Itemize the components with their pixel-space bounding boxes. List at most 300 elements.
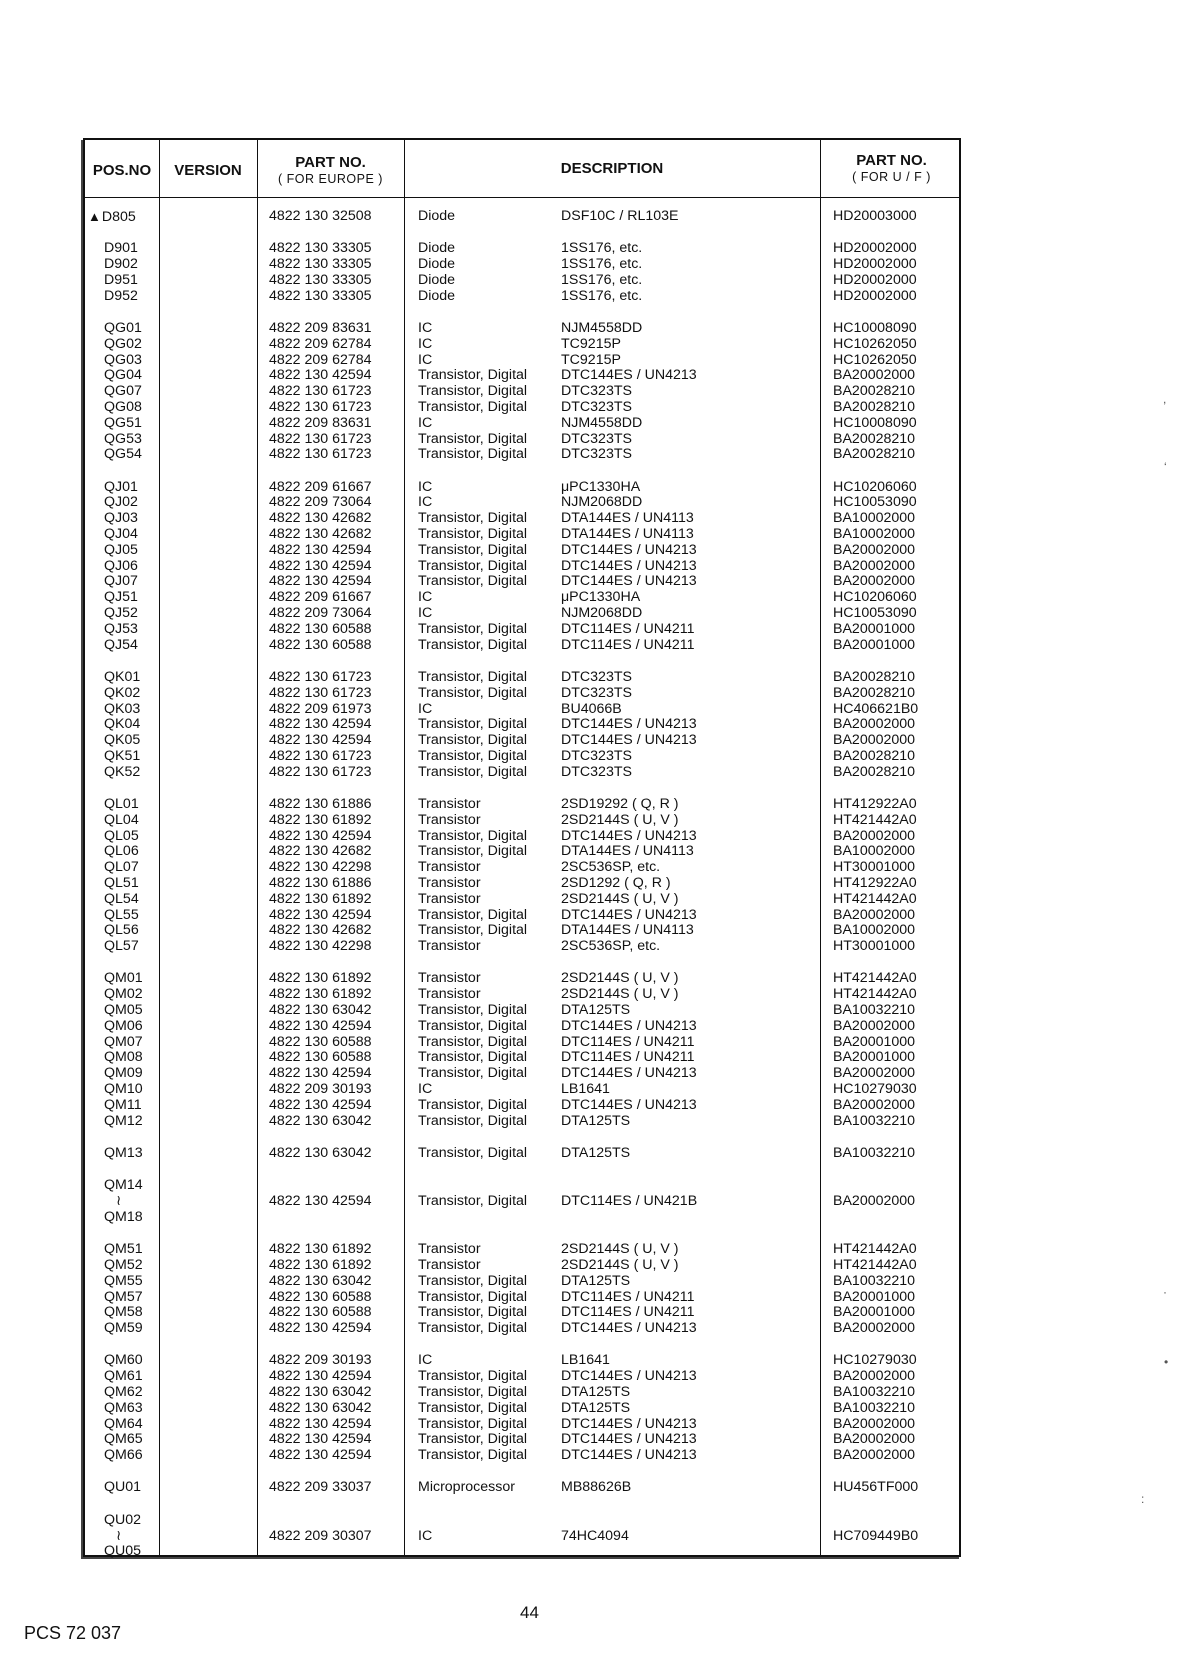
- table-row: [85, 321, 959, 337]
- table-row: [85, 844, 959, 860]
- table-row: [85, 733, 959, 749]
- pos-no-cell: QM64: [104, 1415, 143, 1432]
- table-row: [85, 384, 959, 400]
- part-no-uf-cell: BA20002000: [833, 827, 916, 844]
- pos-no-cell: QM02: [104, 986, 143, 1003]
- description-part-cell: 2SD19292 ( Q, R ): [561, 796, 679, 812]
- part-no-europe-cell: 4822 130 60588: [269, 1288, 372, 1305]
- pos-no-cell: QG01: [104, 319, 142, 336]
- table-row: [85, 702, 959, 718]
- pos-no-cell: ≀: [116, 1527, 122, 1544]
- description-type-cell: Transistor, Digital: [418, 557, 528, 574]
- table-row: [85, 1401, 959, 1417]
- pos-no-cell: QM63: [104, 1399, 143, 1416]
- pos-no-cell: QJ07: [104, 573, 138, 590]
- part-no-europe-cell: 4822 130 33305: [269, 240, 372, 257]
- pos-no-cell: QM05: [104, 1002, 143, 1019]
- table-row: [85, 480, 959, 496]
- header-part-no-europe-label: PART NO.: [295, 154, 366, 171]
- description-part-cell: DTA144ES / UN4113: [561, 843, 694, 860]
- description-part-cell: DTC144ES / UN4213: [561, 557, 697, 574]
- part-no-uf-cell: BA20001000: [833, 1049, 916, 1066]
- pos-no-cell: QG03: [104, 351, 142, 368]
- part-no-europe-cell: 4822 209 30193: [269, 1352, 372, 1369]
- description-part-cell: LB1641: [561, 1352, 610, 1369]
- description-type-cell: Transistor, Digital: [418, 922, 528, 939]
- description-part-cell: 2SD2144S ( U, V ): [561, 890, 679, 907]
- pos-no-cell: QG51: [104, 414, 142, 431]
- pos-no-cell: QG07: [104, 383, 142, 400]
- description-type-cell: Transistor: [418, 938, 481, 955]
- pos-no-cell: QU05: [104, 1543, 142, 1560]
- description-part-cell: NJM4558DD: [561, 319, 643, 336]
- table-row: [85, 1035, 959, 1051]
- description-part-cell: DTC144ES / UN4213: [561, 541, 697, 558]
- part-no-europe-cell: 4822 209 61667: [269, 478, 372, 495]
- description-type-cell: IC: [418, 589, 433, 606]
- part-no-europe-cell: 4822 130 61723: [269, 763, 372, 780]
- pos-no-cell: QK05: [104, 732, 141, 749]
- part-no-europe-cell: 4822 130 33305: [269, 256, 372, 273]
- table-row: [85, 1385, 959, 1401]
- description-type-cell: Transistor, Digital: [418, 763, 528, 780]
- part-no-uf-cell: BA10002000: [833, 922, 916, 939]
- table-row: [85, 368, 959, 384]
- table-row: [85, 432, 959, 448]
- part-no-uf-cell: HC10279030: [833, 1352, 917, 1369]
- description-part-cell: DTC144ES / UN4213: [561, 1065, 697, 1082]
- part-no-uf-cell: HT421442A0: [833, 811, 917, 828]
- part-group: [85, 1146, 959, 1162]
- description-part-cell: 1SS176, etc.: [561, 240, 643, 257]
- model-number: PCS 72 037: [24, 1623, 122, 1643]
- table-row: [85, 987, 959, 1003]
- part-no-europe-cell: 4822 130 42594: [269, 367, 372, 384]
- pos-no-text: D805: [101, 209, 136, 225]
- part-no-europe-cell: 4822 130 61892: [269, 1256, 372, 1273]
- description-part-cell: 2SD2144S ( U, V ): [561, 811, 679, 828]
- part-no-europe-cell: 4822 130 63042: [269, 1144, 372, 1161]
- part-no-europe-cell: 4822 130 42298: [269, 938, 372, 955]
- part-group: [85, 480, 959, 654]
- table-row: [85, 1529, 959, 1545]
- description-part-cell: DTC114ES / UN421B: [561, 1193, 698, 1210]
- table-row: [85, 1432, 959, 1448]
- part-no-uf-cell: HC10053090: [833, 605, 917, 622]
- part-no-uf-cell: HC709449B0: [833, 1527, 919, 1544]
- description-type-cell: Transistor, Digital: [418, 446, 528, 463]
- part-no-europe-cell: 4822 209 83631: [269, 414, 372, 431]
- part-no-uf-cell: BA20002000: [833, 367, 916, 384]
- pos-no-cell: QJ04: [104, 526, 138, 543]
- table-row: [85, 1544, 959, 1560]
- description-part-cell: DTC323TS: [561, 383, 632, 400]
- description-part-cell: NJM4558DD: [561, 414, 643, 431]
- table-row: [85, 797, 959, 813]
- pos-no-cell: D901: [104, 240, 138, 257]
- part-no-europe-cell: 4822 209 62784: [269, 351, 372, 368]
- description-type-cell: Microprocessor: [418, 1479, 515, 1496]
- pos-no-cell: QM09: [104, 1065, 143, 1082]
- part-no-europe-cell: 4822 130 42594: [269, 1431, 372, 1448]
- part-no-europe-cell: 4822 130 42594: [269, 827, 372, 844]
- pos-no-cell: QJ53: [104, 620, 138, 637]
- part-no-uf-cell: HT421442A0: [833, 890, 917, 907]
- pos-no-cell: D902: [104, 256, 138, 273]
- table-row: [85, 670, 959, 686]
- part-no-europe-cell: 4822 130 61723: [269, 684, 372, 701]
- part-no-uf-cell: HD20003000: [833, 208, 917, 224]
- part-no-uf-cell: BA10032210: [833, 1112, 916, 1129]
- part-no-uf-cell: BA20002000: [833, 716, 916, 733]
- part-no-uf-cell: HU456TF000: [833, 1479, 919, 1496]
- pos-no-cell: QL05: [104, 827, 139, 844]
- header-part-no-europe: [257, 154, 404, 186]
- pos-no-cell: QM14: [104, 1177, 143, 1194]
- parts-list: [85, 209, 959, 1577]
- description-part-cell: DTC114ES / UN4211: [561, 1288, 695, 1305]
- description-type-cell: Transistor, Digital: [418, 747, 528, 764]
- part-no-europe-cell: 4822 209 73064: [269, 494, 372, 511]
- part-no-uf-cell: BA20028210: [833, 383, 916, 400]
- part-no-europe-cell: 4822 209 62784: [269, 335, 372, 352]
- description-type-cell: Transistor, Digital: [418, 620, 528, 637]
- part-no-europe-cell: 4822 130 33305: [269, 287, 372, 304]
- table-row: [85, 749, 959, 765]
- description-type-cell: Transistor, Digital: [418, 1065, 528, 1082]
- part-group: [85, 1353, 959, 1464]
- description-part-cell: 1SS176, etc.: [561, 256, 643, 273]
- description-part-cell: NJM2068DD: [561, 605, 643, 622]
- description-type-cell: Transistor, Digital: [418, 541, 528, 558]
- description-type-cell: Transistor: [418, 859, 481, 876]
- part-no-europe-cell: 4822 130 61892: [269, 986, 372, 1003]
- pos-no-cell: QU01: [104, 1479, 142, 1496]
- table-row: [85, 860, 959, 876]
- part-no-europe-cell: 4822 130 60588: [269, 620, 372, 637]
- table-row: [85, 1290, 959, 1306]
- pos-no-cell: QM60: [104, 1352, 143, 1369]
- description-part-cell: 2SD2144S ( U, V ): [561, 986, 679, 1003]
- part-no-europe-cell: 4822 130 60588: [269, 636, 372, 653]
- description-part-cell: DTC323TS: [561, 763, 632, 780]
- part-no-uf-cell: BA20001000: [833, 1288, 916, 1305]
- part-no-europe-cell: 4822 130 42594: [269, 1096, 372, 1113]
- description-part-cell: μPC1330HA: [561, 589, 641, 606]
- part-no-europe-cell: 4822 130 42682: [269, 526, 372, 543]
- description-type-cell: Transistor, Digital: [418, 827, 528, 844]
- description-type-cell: Transistor: [418, 890, 481, 907]
- pos-no-cell: QM61: [104, 1368, 143, 1385]
- description-part-cell: DTA144ES / UN4113: [561, 510, 694, 527]
- description-type-cell: Diode: [418, 240, 456, 257]
- warning-triangle-icon: ▲: [88, 209, 101, 224]
- description-part-cell: 1SS176, etc.: [561, 287, 643, 304]
- description-type-cell: Transistor, Digital: [418, 1112, 528, 1129]
- part-group: [85, 241, 959, 304]
- part-no-europe-cell: 4822 130 61723: [269, 398, 372, 415]
- description-part-cell: DTC114ES / UN4211: [561, 1049, 695, 1066]
- table-row: [85, 939, 959, 955]
- part-no-uf-cell: HD20002000: [833, 240, 917, 257]
- header-description: DESCRIPTION: [560, 160, 664, 177]
- pos-no-cell: QK52: [104, 763, 141, 780]
- scan-mark: :: [1141, 1492, 1145, 1506]
- pos-no-cell: QM62: [104, 1384, 143, 1400]
- part-group: [85, 209, 959, 225]
- part-no-uf-cell: BA20001000: [833, 636, 916, 653]
- part-no-uf-cell: BA20002000: [833, 732, 916, 749]
- part-no-uf-cell: HC10008090: [833, 319, 917, 336]
- part-no-europe-cell: 4822 130 42594: [269, 541, 372, 558]
- table-row: [85, 590, 959, 606]
- pos-no-cell: QM11: [104, 1096, 142, 1113]
- pos-no-cell: QK04: [104, 716, 141, 733]
- part-no-uf-cell: HC10206060: [833, 589, 917, 606]
- part-no-uf-cell: BA10032210: [833, 1384, 916, 1400]
- part-no-uf-cell: HC406621B0: [833, 700, 919, 717]
- table-row: [85, 829, 959, 845]
- table-row: [85, 1114, 959, 1130]
- part-no-europe-cell: 4822 130 33305: [269, 271, 372, 288]
- description-type-cell: Diode: [418, 208, 456, 224]
- part-no-europe-cell: 4822 130 42594: [269, 1320, 372, 1337]
- pos-no-cell: QK01: [104, 668, 141, 685]
- description-type-cell: Transistor, Digital: [418, 1288, 528, 1305]
- description-type-cell: IC: [418, 335, 433, 352]
- table-row: [85, 353, 959, 369]
- description-part-cell: DTC144ES / UN4213: [561, 1368, 697, 1385]
- part-group: [85, 1480, 959, 1496]
- table-row: [85, 971, 959, 987]
- description-part-cell: DTC144ES / UN4213: [561, 827, 697, 844]
- pos-no-cell: [88, 209, 136, 226]
- table-row: [85, 273, 959, 289]
- part-no-europe-cell: 4822 130 61886: [269, 796, 372, 812]
- table-row: [85, 1098, 959, 1114]
- part-group: [85, 797, 959, 955]
- table-row: [85, 1210, 959, 1226]
- description-type-cell: Transistor, Digital: [418, 383, 528, 400]
- description-part-cell: DTA144ES / UN4113: [561, 526, 694, 543]
- description-type-cell: IC: [418, 605, 433, 622]
- description-type-cell: IC: [418, 1352, 433, 1369]
- part-no-europe-cell: 4822 130 61892: [269, 1241, 372, 1258]
- description-part-cell: DTC114ES / UN4211: [561, 620, 695, 637]
- pos-no-cell: QL56: [104, 922, 139, 939]
- part-no-uf-cell: HD20002000: [833, 287, 917, 304]
- description-part-cell: DTA125TS: [561, 1399, 631, 1416]
- description-part-cell: DTC323TS: [561, 668, 632, 685]
- part-no-europe-cell: 4822 209 30193: [269, 1081, 372, 1098]
- pos-no-cell: QM08: [104, 1049, 143, 1066]
- part-group: [85, 321, 959, 463]
- description-type-cell: Transistor, Digital: [418, 398, 528, 415]
- description-part-cell: TC9215P: [561, 335, 621, 352]
- description-part-cell: DTC144ES / UN4213: [561, 716, 697, 733]
- table-row: [85, 337, 959, 353]
- pos-no-cell: QJ01: [104, 478, 138, 495]
- part-no-uf-cell: BA10032210: [833, 1002, 916, 1019]
- description-part-cell: 2SC536SP, etc.: [561, 938, 661, 955]
- description-part-cell: DTC323TS: [561, 446, 632, 463]
- description-part-cell: DTC144ES / UN4213: [561, 1096, 697, 1113]
- scan-mark: ·: [1163, 1285, 1167, 1299]
- table-row: [85, 1242, 959, 1258]
- description-type-cell: IC: [418, 319, 433, 336]
- table-row: [85, 1417, 959, 1433]
- description-type-cell: IC: [418, 700, 433, 717]
- table-row: [85, 1050, 959, 1066]
- part-no-europe-cell: 4822 209 61667: [269, 589, 372, 606]
- part-no-europe-cell: 4822 209 73064: [269, 605, 372, 622]
- pos-no-cell: QL07: [104, 859, 139, 876]
- header-part-no-uf: [820, 152, 963, 184]
- table-row: [85, 1194, 959, 1210]
- part-group: [85, 1178, 959, 1225]
- description-part-cell: 2SD2144S ( U, V ): [561, 1256, 679, 1273]
- table-row: [85, 686, 959, 702]
- description-type-cell: Diode: [418, 256, 456, 273]
- part-no-uf-cell: BA20002000: [833, 906, 916, 923]
- description-type-cell: Transistor: [418, 1256, 481, 1273]
- pos-no-cell: ≀: [116, 1193, 122, 1210]
- pos-no-cell: QM18: [104, 1208, 143, 1225]
- part-no-europe-cell: 4822 130 42682: [269, 843, 372, 860]
- description-type-cell: Transistor, Digital: [418, 1384, 528, 1400]
- part-no-uf-cell: BA20028210: [833, 446, 916, 463]
- table-row: [85, 1369, 959, 1385]
- description-type-cell: Transistor, Digital: [418, 430, 528, 447]
- description-type-cell: Transistor: [418, 796, 481, 812]
- description-part-cell: DTC114ES / UN4211: [561, 1033, 695, 1050]
- part-no-europe-cell: 4822 130 61892: [269, 970, 372, 987]
- description-type-cell: IC: [418, 1527, 433, 1544]
- pos-no-cell: QL54: [104, 890, 139, 907]
- description-type-cell: Transistor, Digital: [418, 636, 528, 653]
- pos-no-cell: QM06: [104, 1017, 143, 1034]
- pos-no-cell: QL06: [104, 843, 139, 860]
- part-no-europe-cell: 4822 130 61886: [269, 874, 372, 891]
- part-no-europe-cell: 4822 130 42594: [269, 732, 372, 749]
- part-no-uf-cell: BA20002000: [833, 1096, 916, 1113]
- description-part-cell: MB88626B: [561, 1479, 632, 1496]
- pos-no-cell: QG08: [104, 398, 142, 415]
- part-no-uf-cell: BA10032210: [833, 1144, 916, 1161]
- table-row: [85, 892, 959, 908]
- pos-no-cell: QM07: [104, 1033, 143, 1050]
- description-type-cell: Transistor, Digital: [418, 1415, 528, 1432]
- description-part-cell: DTC323TS: [561, 398, 632, 415]
- description-part-cell: 1SS176, etc.: [561, 271, 643, 288]
- part-no-uf-cell: HT421442A0: [833, 986, 917, 1003]
- part-no-europe-cell: 4822 130 42594: [269, 1017, 372, 1034]
- pos-no-cell: QM58: [104, 1304, 143, 1321]
- table-row: [85, 908, 959, 924]
- description-part-cell: DTC323TS: [561, 684, 632, 701]
- description-type-cell: Transistor, Digital: [418, 1193, 528, 1210]
- scan-mark: ,: [1163, 392, 1167, 406]
- description-part-cell: DTC144ES / UN4213: [561, 1431, 697, 1448]
- header-version: VERSION: [174, 162, 242, 179]
- part-no-europe-cell: 4822 130 61723: [269, 430, 372, 447]
- pos-no-cell: D951: [104, 271, 138, 288]
- description-type-cell: Transistor, Digital: [418, 1033, 528, 1050]
- part-no-uf-cell: HT412922A0: [833, 796, 917, 812]
- part-no-uf-cell: BA10032210: [833, 1399, 916, 1416]
- part-no-europe-cell: 4822 130 63042: [269, 1002, 372, 1019]
- part-no-uf-cell: BA20002000: [833, 541, 916, 558]
- description-type-cell: Transistor, Digital: [418, 526, 528, 543]
- description-part-cell: NJM2068DD: [561, 494, 643, 511]
- description-type-cell: Transistor, Digital: [418, 1272, 528, 1289]
- pos-no-cell: QM59: [104, 1320, 143, 1337]
- description-part-cell: DTA125TS: [561, 1384, 631, 1400]
- description-part-cell: DTC114ES / UN4211: [561, 636, 695, 653]
- description-part-cell: 2SD2144S ( U, V ): [561, 1241, 679, 1258]
- part-no-uf-cell: HT30001000: [833, 859, 916, 876]
- part-no-uf-cell: BA20002000: [833, 1368, 916, 1385]
- description-type-cell: Transistor, Digital: [418, 1144, 528, 1161]
- description-type-cell: Transistor: [418, 986, 481, 1003]
- part-no-uf-cell: BA20028210: [833, 398, 916, 415]
- header-part-no-europe-sub: ( FOR EUROPE ): [278, 172, 383, 186]
- description-part-cell: DSF10C / RL103E: [561, 208, 679, 224]
- part-no-europe-cell: 4822 130 42594: [269, 1065, 372, 1082]
- description-part-cell: DTC144ES / UN4213: [561, 1415, 697, 1432]
- description-part-cell: DTC114ES / UN4211: [561, 1304, 695, 1321]
- part-no-europe-cell: 4822 130 42594: [269, 716, 372, 733]
- part-no-uf-cell: HT421442A0: [833, 1256, 917, 1273]
- pos-no-cell: QJ52: [104, 605, 138, 622]
- part-no-uf-cell: BA10002000: [833, 843, 916, 860]
- part-no-uf-cell: HT30001000: [833, 938, 916, 955]
- pos-no-cell: QM51: [104, 1241, 143, 1258]
- pos-no-cell: QU02: [104, 1511, 142, 1528]
- pos-no-cell: QL57: [104, 938, 139, 955]
- table-row: [85, 606, 959, 622]
- header-part-no-uf-label: PART NO.: [856, 152, 927, 169]
- table-row: [85, 1321, 959, 1337]
- part-no-uf-cell: HD20002000: [833, 271, 917, 288]
- pos-no-cell: QL01: [104, 796, 139, 812]
- part-no-uf-cell: BA20002000: [833, 1415, 916, 1432]
- description-type-cell: Transistor: [418, 1241, 481, 1258]
- part-no-europe-cell: 4822 130 42594: [269, 1368, 372, 1385]
- description-type-cell: Transistor, Digital: [418, 732, 528, 749]
- description-type-cell: IC: [418, 351, 433, 368]
- part-no-uf-cell: BA20028210: [833, 668, 916, 685]
- description-type-cell: Transistor: [418, 874, 481, 891]
- part-no-uf-cell: HC10262050: [833, 351, 917, 368]
- table-row: [85, 241, 959, 257]
- pos-no-cell: D952: [104, 287, 138, 304]
- pos-no-cell: QM65: [104, 1431, 143, 1448]
- part-no-europe-cell: 4822 130 42298: [269, 859, 372, 876]
- scan-mark: •: [1164, 1355, 1169, 1369]
- description-type-cell: Transistor, Digital: [418, 1320, 528, 1337]
- description-type-cell: Transistor, Digital: [418, 1304, 528, 1321]
- description-type-cell: Transistor, Digital: [418, 1431, 528, 1448]
- description-type-cell: Transistor, Digital: [418, 1447, 528, 1464]
- part-no-europe-cell: 4822 130 61892: [269, 811, 372, 828]
- description-type-cell: Transistor, Digital: [418, 684, 528, 701]
- table-row: [85, 1019, 959, 1035]
- pos-no-cell: QL04: [104, 811, 139, 828]
- description-type-cell: Transistor, Digital: [418, 1049, 528, 1066]
- part-no-europe-cell: 4822 209 30307: [269, 1527, 372, 1544]
- table-row: [85, 527, 959, 543]
